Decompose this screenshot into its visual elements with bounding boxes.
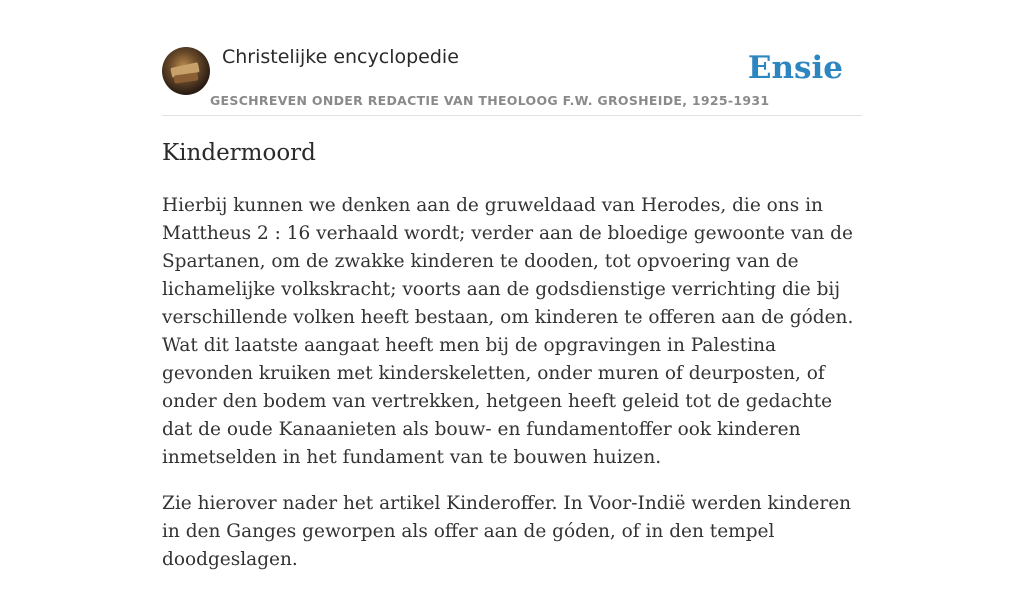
article-body	[162, 192, 862, 592]
header-divider	[162, 115, 862, 116]
article-title: Kindermoord	[162, 140, 316, 166]
site-avatar[interactable]	[162, 47, 210, 95]
site-subtitle: GESCHREVEN ONDER REDACTIE VAN THEOLOOG F.W. GROSHEIDE, 1925-1931	[210, 93, 770, 108]
article-paragraph: Zie hierover nader het artikel Kinderoffer. In Voor-Indië werden kinderen in den Ganges geworpen als offer aan de góden, of in den tempel doodgeslagen.	[162, 493, 852, 570]
brand-logo[interactable]: Ensie	[747, 50, 843, 86]
site-title[interactable]: Christelijke encyclopedie	[222, 46, 459, 68]
article-paragraph: Hierbij kunnen we denken aan de gruweldaad van Herodes, die ons in Mattheus 2 : 16 verhaald wordt; verder aan de bloedige gewoonte van de Spartanen, om de zwakke kinderen te dooden, tot opvoering van de lichamelijke volkskracht; voorts aan de godsdienstige verrichting die bij verschillende volken heeft bestaan, om kinderen te offeren aan de góden. Wat dit laatste aangaat heeft men bij de opgravingen in Palestina gevonden kruiken met kinderskeletten, onder muren of deurposten, of onder den bodem van vertrekken, hetgeen heeft geleid tot de gedachte dat de oude Kanaanieten als bouw- en fundamentoffer ook kinderen inmetselden in het fundament van te bouwen huizen.	[162, 195, 854, 468]
site-header	[162, 46, 862, 116]
book-icon-lower	[174, 72, 199, 83]
